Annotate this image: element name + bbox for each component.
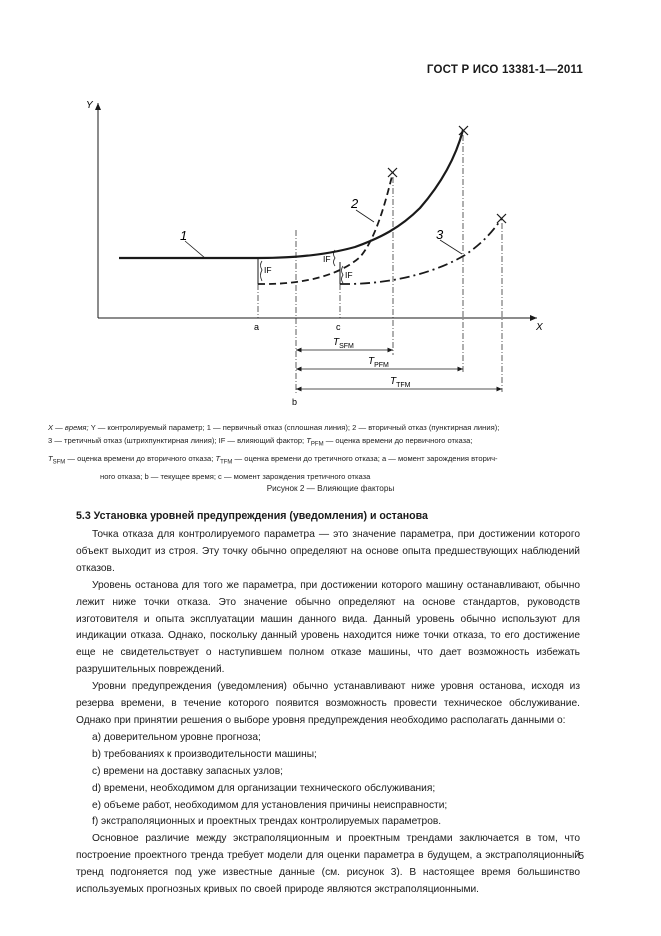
curve-label-1: 1: [180, 228, 188, 243]
paragraph-2: Уровень останова для того же параметра, при достижении которого машину останавливают, обычно лежит ниже точки отказа. Это значение обычно определяют на основе стандартов, руководств изготовителя и опыта эксплуатации машин данного вида. Данный уровень обычно используют для индикации отказа. Однако, поскольку данный уровень находится ниже точки отказа, то его достижение еще не свидетельствует о наступившем полном отказе машины, что дает возможность избежать разрушительных повреждений.: [76, 579, 580, 676]
legend-line-4: ного отказа; b — текущее время; c — момент зарождения третичного отказа: [100, 472, 371, 482]
point-label-a: a: [254, 322, 260, 332]
list-item: d) времени, необходимом для организации технического обслуживания;: [92, 782, 436, 794]
point-label-b: b: [292, 397, 298, 407]
t-pfm-label: $T_{PFM}$: [368, 356, 389, 369]
legend-line-1: X — время; Y — контролируемый параметр; 1 — первичный отказ (сплошная линия); 2 — вторичный отказ (пунктирная линия);: [48, 423, 500, 432]
if-label-upper: IF: [323, 254, 331, 264]
document-header: ГОСТ Р ИСО 13381-1—2011: [426, 64, 583, 76]
legend-line-2: 3 — третичный отказ (штрихпунктирная линия); IF — влияющий фактор; $T_{PFM}$ — оценка времени до первичного отказа;: [48, 436, 473, 448]
list-item: e) объеме работ, необходимом для установления причины неисправности;: [92, 799, 448, 811]
t-sfm-label: $T_{SFM}$: [333, 337, 354, 350]
paragraph-1: Точка отказа для контролируемого параметра — это значение параметра, при достижении которого объект выходит из строя. Эту точку обычно определяют на основе опыта предшествующих наблюдений отказов.: [76, 529, 580, 574]
body-text: [76, 527, 580, 899]
curve-label-2: 2: [351, 196, 359, 211]
x-axis-label: X: [536, 322, 543, 333]
figure-caption: Рисунок 2 — Влияющие факторы: [266, 484, 395, 493]
if-label-a: IF: [264, 265, 272, 275]
page-number: 5: [578, 851, 584, 862]
secondary-failure-end-mark: [388, 168, 397, 177]
requirements-list: [76, 730, 580, 831]
y-axis-label: Y: [86, 100, 93, 111]
t-tfm-label: $T_{TFM}$: [390, 376, 411, 389]
list-item: a) доверительном уровне прогноза;: [92, 731, 261, 743]
list-item: c) времени на доставку запасных узлов;: [92, 765, 283, 777]
figure-legend: [48, 421, 611, 484]
influence-factors-figure: [0, 0, 661, 420]
if-label-c: IF: [345, 270, 353, 280]
section-title: 5.3 Установка уровней предупреждения (уведомления) и останова: [76, 510, 428, 522]
paragraph-4: Основное различие между экстраполяционным и проектным трендами заключается в том, что построение проектного тренда требует модели для оценки параметра в будущем, а экстраполяционный тренд подгоняется под уже известные данные (см. рисунок 3). В настоящее время большинство используемых прогнозных кривых по своей природе являются экстраполяционными.: [76, 833, 580, 896]
list-item: b) требованиях к производительности машины;: [92, 748, 317, 760]
legend-line-3: $T_{SFM}$ — оценка времени до вторичного отказа; $T_{TFM}$ — оценка времени до третичного отказа; a — момент зарождения вторич-: [48, 454, 498, 466]
secondary-failure-curve: [258, 172, 393, 284]
point-label-c: c: [336, 322, 341, 332]
primary-failure-end-mark: [459, 126, 468, 135]
primary-failure-curve: [119, 130, 463, 258]
tertiary-failure-end-mark: [497, 214, 506, 223]
curve-label-3: 3: [436, 227, 444, 242]
paragraph-3: Уровни предупреждения (уведомления) обычно устанавливают ниже уровня останова, исходя из резерва времени, в течение которого появится возможность провести техническое обслуживание. Однако при принятии решения о выборе уровня предупреждения необходимо располагать данными о:: [76, 681, 580, 726]
list-item: f) экстраполяционных и проектных трендах контролируемых параметров.: [92, 816, 442, 828]
